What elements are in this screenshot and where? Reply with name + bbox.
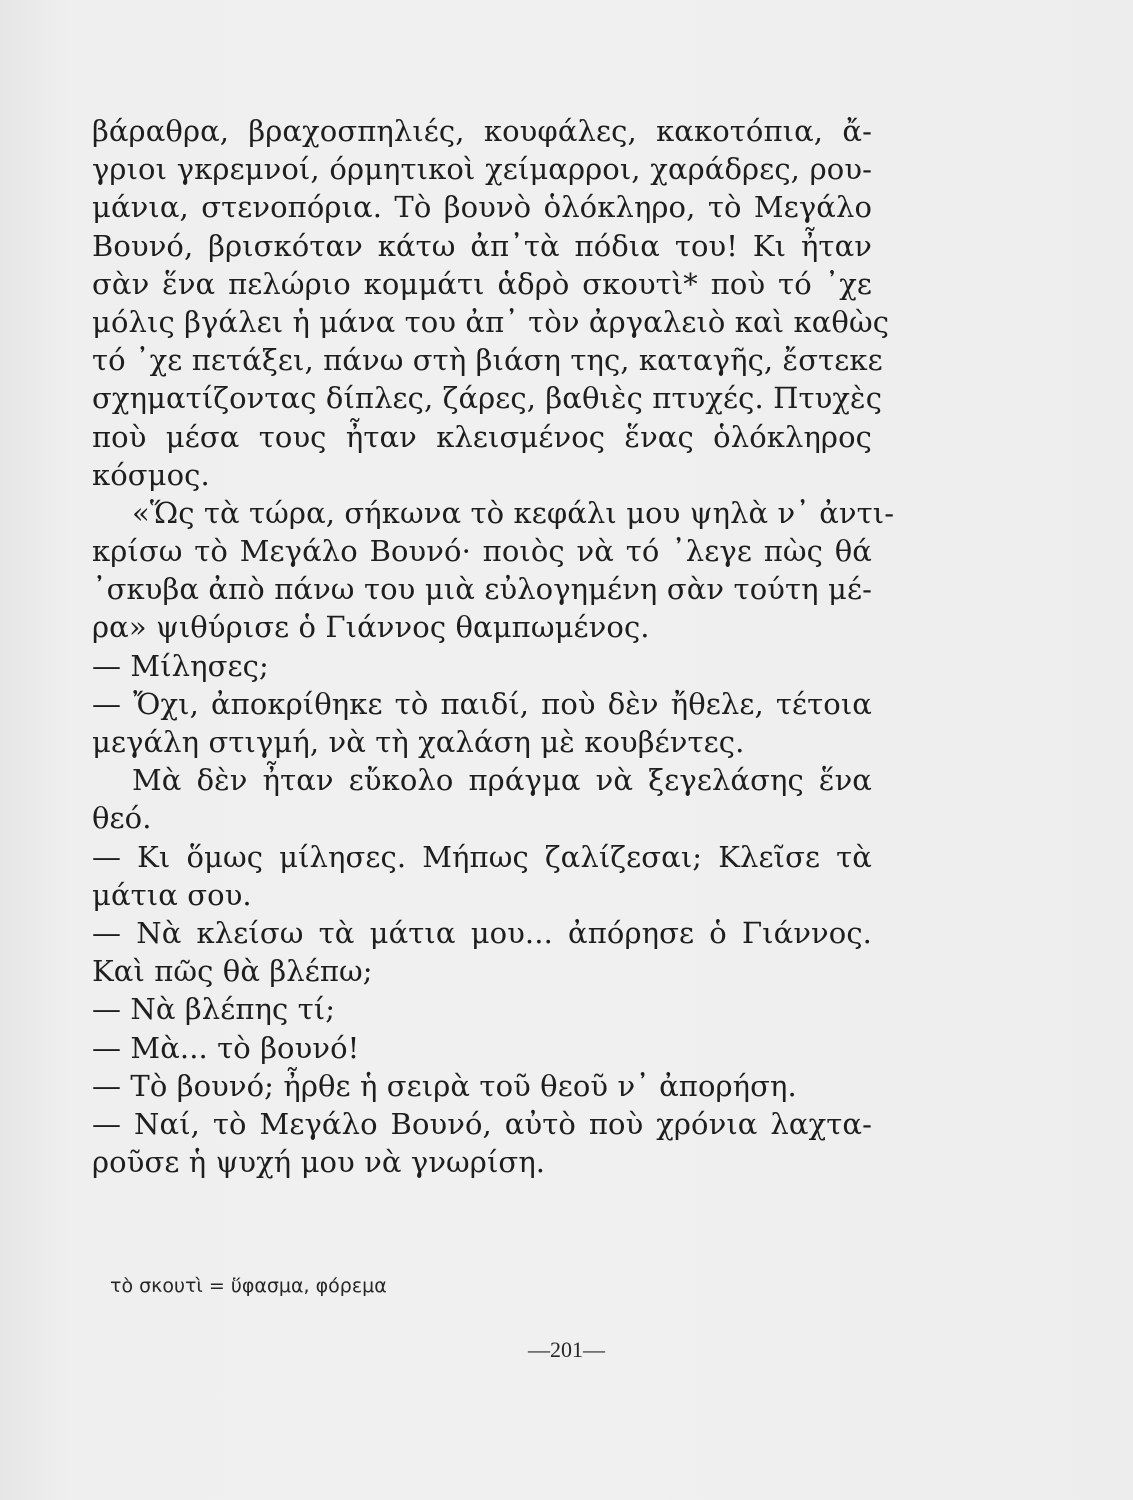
text-line: μεγάλη στιγμή, νὰ τὴ χαλάση μὲ κουβέντες. xyxy=(92,725,745,759)
text-line: Βουνό, βρισκόταν κάτω ἀπ᾽τὰ πόδια του! Κι ἦταν xyxy=(92,228,872,263)
text-line: κόσμος. xyxy=(92,457,210,492)
text-line: βάραθρα, βραχοσπηλιές, κουφάλες, κακοτόπια, ἄ- xyxy=(92,114,872,148)
text-line: — Ναί, τὸ Μεγάλο Βουνό, αὐτὸ ποὺ χρόνια λαχτα- xyxy=(92,1106,872,1141)
text-line: μόλις βγάλει ἡ μάνα του ἀπ᾽ τὸν ἀργαλειὸ καὶ καθὼς xyxy=(92,304,890,339)
text-line: σὰν ἕνα πελώριο κομμάτι ἁδρὸ σκουτὶ* ποὺ τό ᾽χε xyxy=(92,266,872,301)
text-line: — Ὄχι, ἀποκρίθηκε τὸ παιδί, ποὺ δὲν ἤθελε, τέτοια xyxy=(92,686,872,721)
page-number: —201— xyxy=(528,1337,605,1362)
text-line: θεό. xyxy=(92,801,152,836)
text-line: — Νὰ βλέπης τί; xyxy=(92,992,336,1027)
text-line: «Ὥς τὰ τώρα, σήκωνα τὸ κεφάλι μου ψηλὰ ν᾽ ἀντι- xyxy=(132,495,895,530)
text-line: γριοι γκρεμνοί, όρμητικοὶ χείμαρροι, χαράδρες, ρου- xyxy=(92,152,872,187)
text-line: — Μίλησες; xyxy=(92,648,269,683)
footnote: τὸ σκουτὶ = ὕφασμα, φόρεμα xyxy=(110,1275,387,1297)
text-line: ρα» ψιθύρισε ὁ Γιάννος θαμπωμένος. xyxy=(92,610,650,645)
text-line: — Κι ὅμως μίλησες. Μήπως ζαλίζεσαι; Κλεῖσε τὰ xyxy=(92,839,872,874)
text-line: ποὺ μέσα τους ἦταν κλεισμένος ἕνας ὁλόκληρος xyxy=(92,419,872,454)
text-line: ᾽σκυβα ἀπὸ πάνω του μιὰ εὐλογημένη σὰν τούτη μέ- xyxy=(92,572,872,607)
text-line: — Νὰ κλείσω τὰ μάτια μου... ἀπόρησε ὁ Γιάννος. xyxy=(92,915,872,950)
text-line: μάνια, στενοπόρια. Τὸ βουνὸ ὁλόκληρο, τὸ Μεγάλο xyxy=(92,190,872,225)
text-line: σχηματίζοντας δίπλες, ζάρες, βαθιὲς πτυχές. Πτυχὲς xyxy=(92,381,883,416)
text-line: Καὶ πῶς θὰ βλέπω; xyxy=(92,954,373,989)
text-line: κρίσω τὸ Μεγάλο Βουνό· ποιὸς νὰ τό ᾽λεγε πὼς θά xyxy=(92,534,872,569)
text-line: μάτια σου. xyxy=(92,877,252,912)
text-line: τό ᾽χε πετάξει, πάνω στὴ βιάση της, καταγῆς, ἔστεκε xyxy=(92,343,883,378)
text-line: Μὰ δὲν ἦταν εὔκολο πράγμα νὰ ξεγελάσης ἕνα xyxy=(132,763,872,798)
body-text xyxy=(92,112,895,1181)
text-line: ροῦσε ἡ ψυχή μου νὰ γνωρίση. xyxy=(92,1145,546,1180)
text-line: — Μὰ... τὸ βουνό! xyxy=(92,1030,360,1065)
text-line: — Τὸ βουνό; ἦρθε ἡ σειρὰ τοῦ θεοῦ ν᾽ ἀπορήση. xyxy=(92,1068,797,1103)
